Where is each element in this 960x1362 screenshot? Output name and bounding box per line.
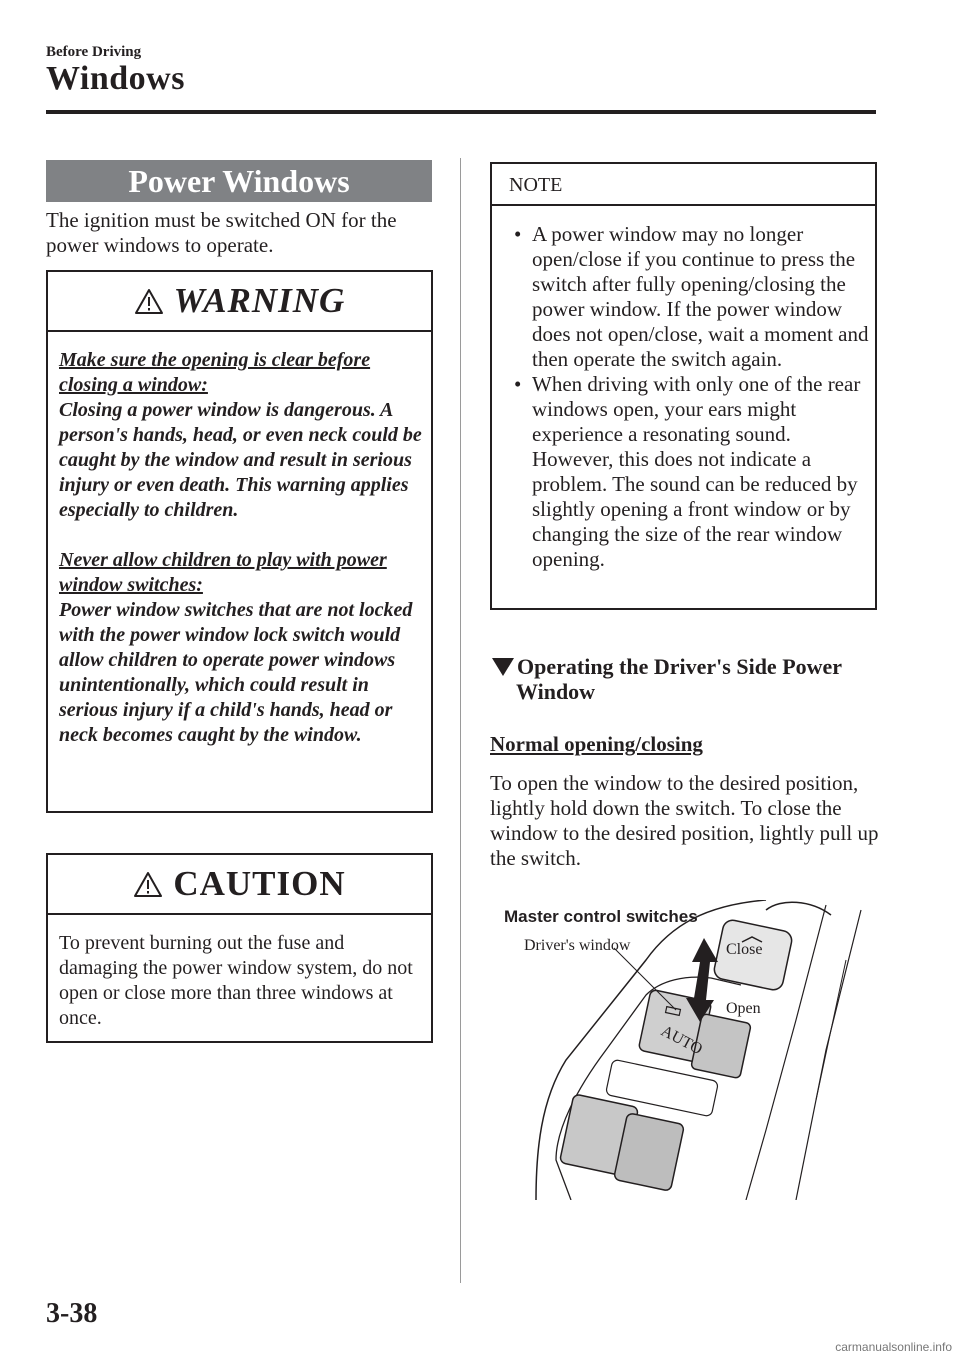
triangle-marker-icon xyxy=(492,658,514,676)
drivers-window-label: Driver's window xyxy=(524,937,631,954)
note-item xyxy=(504,222,874,372)
normal-opening-heading: Normal opening/closing xyxy=(490,732,703,756)
note-list xyxy=(504,222,874,572)
note-box xyxy=(490,162,877,610)
master-control-switches-figure xyxy=(496,900,880,1200)
warning-body xyxy=(59,348,429,748)
bullet: • xyxy=(514,222,522,246)
warning-box xyxy=(46,270,433,813)
subsection-heading xyxy=(492,654,882,704)
close-label: Close xyxy=(726,941,763,958)
intro-paragraph: The ignition must be switched ON for the power windows to operate. xyxy=(46,208,397,257)
subsection-heading-line1: Operating the Driver's Side Power xyxy=(517,654,843,679)
figure-title: Master control switches xyxy=(504,907,698,926)
warning-item1-text: Closing a power window is dangerous. A person's hands, head, or even neck could be caught by the window and result in serious injury or even death. This warning applies especially to children. xyxy=(59,399,422,521)
warning-triangle-icon xyxy=(134,288,164,315)
note-item xyxy=(504,372,874,572)
caution-title: CAUTION xyxy=(173,864,346,903)
warning-item2-text: Power window switches that are not locked with the power window lock switch would allow children to operate power windows unintentionally, which could result in serious injury if a child's hands, head or neck becomes caught by the window. xyxy=(59,599,413,746)
watermark: carmanualsonline.info xyxy=(835,1340,952,1354)
column-divider xyxy=(460,158,461,1283)
caution-triangle-icon xyxy=(133,871,163,898)
caution-header xyxy=(48,855,431,915)
note-item-text: A power window may no longer open/close if you continue to press the switch after fully opening/closing the power window. If the power window does not open/close, wait a moment and then operate the switch again. xyxy=(532,222,869,371)
warning-item1-heading: Make sure the opening is clear before closing a window: xyxy=(59,349,371,396)
note-title: NOTE xyxy=(509,174,563,196)
bullet: • xyxy=(514,372,522,396)
open-label: Open xyxy=(726,1000,761,1017)
page-number: 3-38 xyxy=(46,1298,98,1329)
chapter-label: Before Driving xyxy=(46,44,142,60)
subsection-heading-line2: Window xyxy=(516,679,596,704)
header-rule xyxy=(46,110,876,114)
caution-box xyxy=(46,853,433,1043)
warning-item2-heading: Never allow children to play with power window switches: xyxy=(59,549,387,596)
auto-label: AUTO xyxy=(658,1022,706,1059)
section-title: Windows xyxy=(46,60,185,97)
note-item-text: When driving with only one of the rear windows open, your ears might experience a resonating sound. However, this does not indicate a problem. The sound can be reduced by slightly opening a front window or by changing the size of the rear window opening. xyxy=(532,372,861,571)
normal-opening-text: To open the window to the desired position, lightly hold down the switch. To close the window to the desired position, lightly pull up the switch. xyxy=(490,771,879,870)
power-windows-banner: Power Windows xyxy=(46,160,432,202)
note-header xyxy=(492,164,875,206)
caution-text: To prevent burning out the fuse and damaging the power window system, do not open or close more than three windows at once. xyxy=(59,932,413,1029)
warning-title: WARNING xyxy=(173,281,346,320)
warning-header xyxy=(48,272,431,332)
